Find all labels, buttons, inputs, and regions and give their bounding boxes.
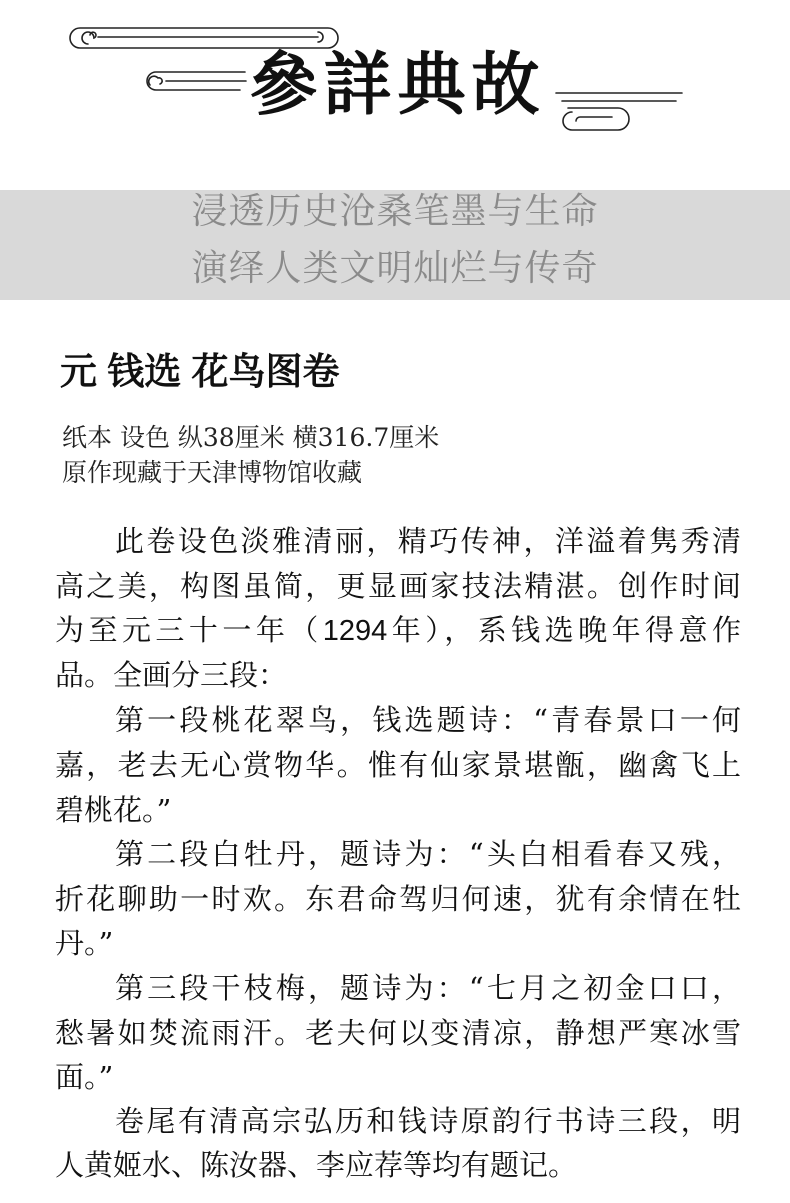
poem-text: “七月之初金口口， [468,970,741,1005]
prose-text: 高之美，构图虽简，更显画家技法精湛。创作时间 [55,570,741,603]
slogan-line-2: 演绎人类文明灿烂与传奇 [191,248,599,289]
description-line [55,877,741,922]
prose-text: 此卷设色淡雅清丽，精巧传神，洋溢着隽秀清 [115,526,741,558]
artwork-specs: 纸本 设色 纵38厘米 横316.7厘米 [62,423,440,452]
description-line [55,565,741,610]
poem-text: 嘉，老去无心赏物华。惟有仙家景堪甑，幽禽飞上 [55,747,741,782]
description-line [55,743,741,788]
artwork-description [55,520,741,1189]
poem-text: 折花聊助一时欢。东君命驾归何速，犹有余情在牡 [55,881,741,916]
description-line [55,921,741,966]
description-line [55,1055,741,1100]
poem-text: 碧桃花。” [55,792,172,827]
poem-text: “头白相看春又残， [468,837,741,872]
artwork-collection: 原作现藏于天津博物馆收藏 [62,458,363,487]
poem-text: 面。” [55,1060,114,1095]
prose-text: 为至元三十一年（1294年），系钱选晚年得意作 [55,615,741,648]
description-line [55,1144,741,1189]
prose-text: 第一段桃花翠鸟，钱选题诗： [115,705,534,738]
poem-text: “青春景口一何 [533,703,741,738]
description-line [55,1100,741,1145]
prose-text: 卷尾有清高宗弘历和钱诗原韵行书诗三段，明 [115,1105,741,1138]
prose-text: 品。全画分三段： [55,659,288,692]
artwork-title: 元 钱选 花鸟图卷 [60,351,340,392]
slogan-banner [0,190,790,300]
slogan-line-1: 浸透历史沧桑笔墨与生命 [191,191,599,232]
description-line [55,609,741,654]
prose-text: 第三段干枝梅，题诗为： [115,972,469,1005]
description-line [55,788,741,833]
description-line [55,1011,741,1056]
page-title: 參詳典故 [249,45,546,125]
description-line [55,832,741,877]
poem-text: 丹。” [55,926,114,961]
poem-text: 愁暑如焚流雨汗。老夫何以变清凉，静想严寒冰雪 [55,1015,741,1050]
description-line [55,698,741,743]
description-line [55,966,741,1011]
prose-text: 人黄姬水、陈汝器、李应荐等均有题记。 [55,1150,578,1183]
prose-text: 第二段白牡丹，题诗为： [115,839,469,872]
description-line [55,520,741,565]
description-line [55,654,741,699]
